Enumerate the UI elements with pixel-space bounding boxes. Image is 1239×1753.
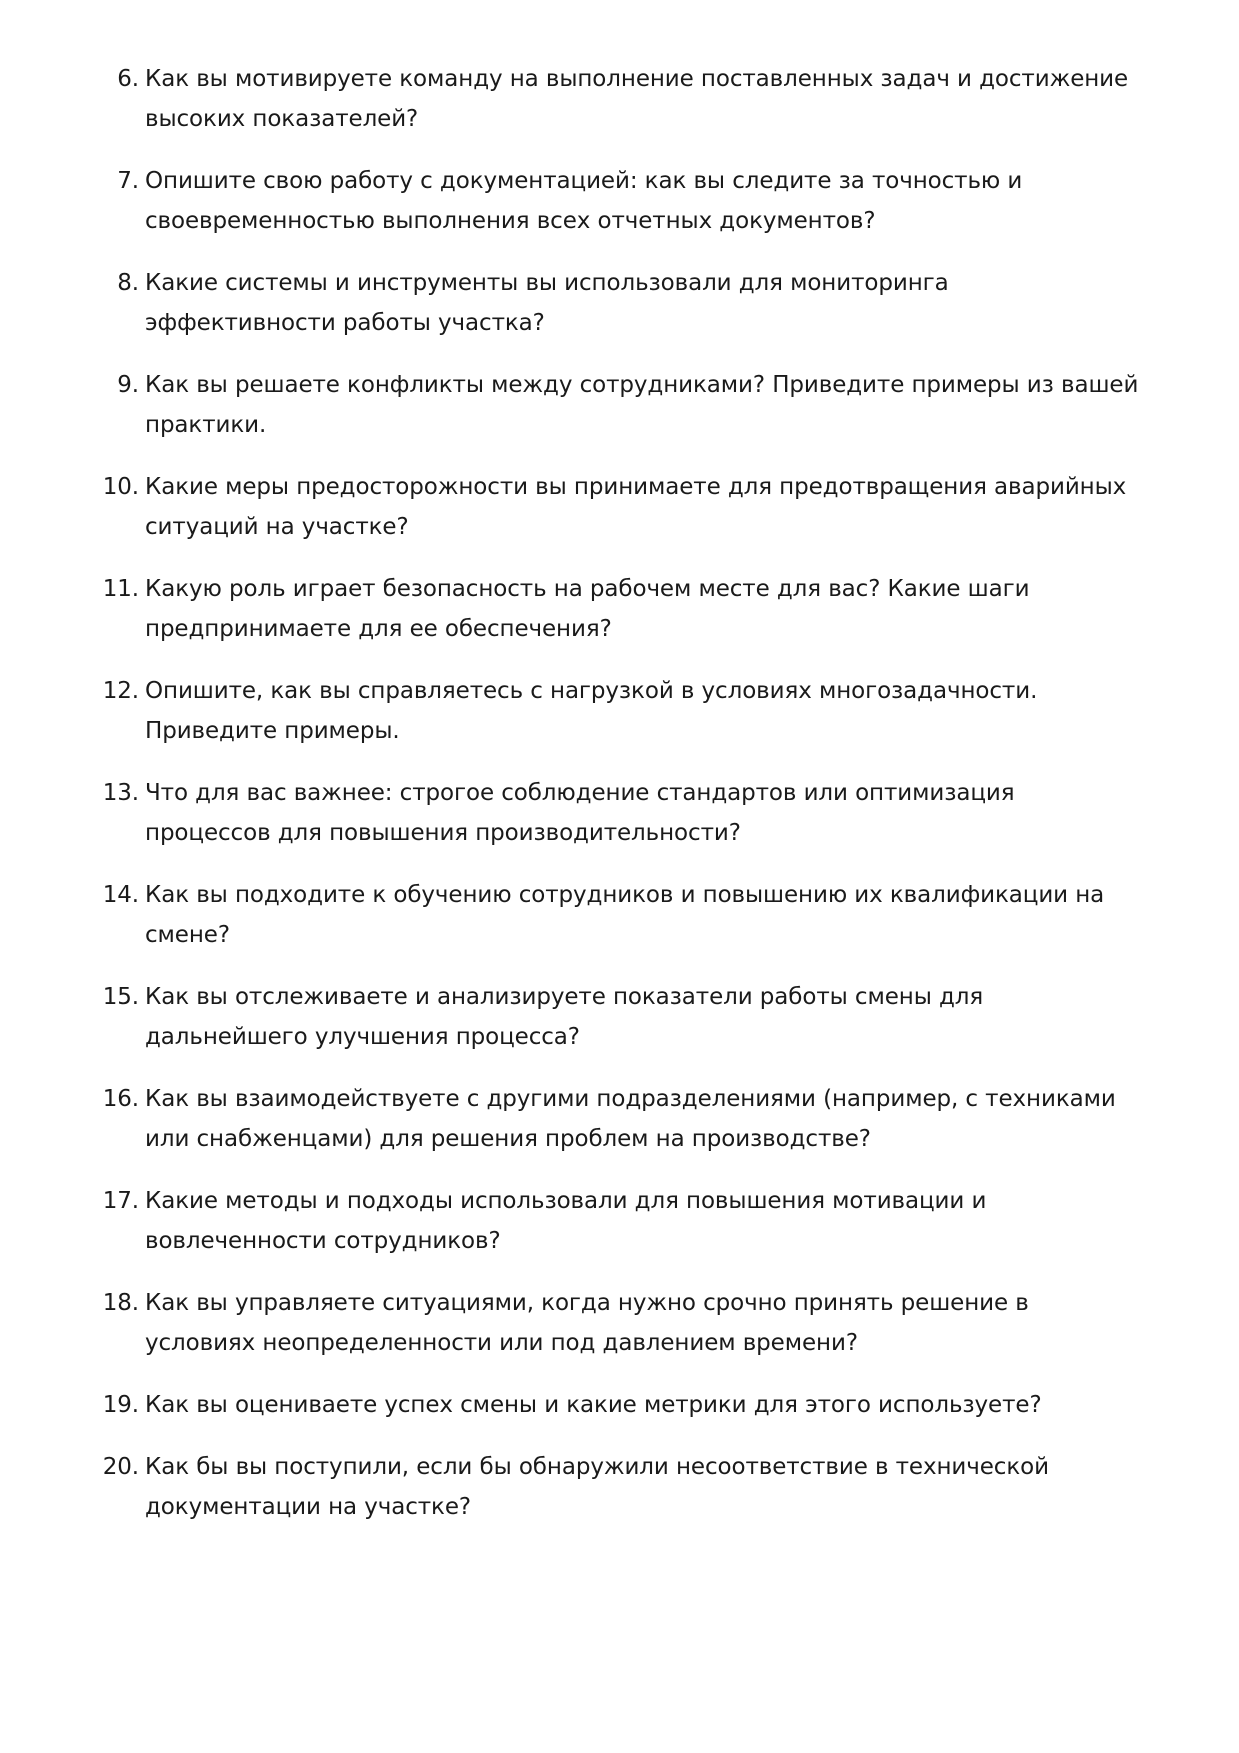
question-number: 18. bbox=[102, 1290, 139, 1316]
question-text: Опишите свою работу с документацией: как вы следите за точностью и своевременностью выполнения всех отчетных документов? bbox=[145, 168, 1023, 234]
question-text: Какую роль играет безопасность на рабочем месте для вас? Какие шаги предпринимаете для ее обеспечения? bbox=[145, 576, 1030, 642]
question-text: Какие методы и подходы использовали для повышения мотивации и вовлеченности сотрудников? bbox=[145, 1188, 987, 1254]
question-number: 8. bbox=[117, 270, 139, 296]
question-number: 10. bbox=[102, 474, 139, 500]
question-number: 12. bbox=[102, 678, 139, 704]
question-text: Опишите, как вы справляетесь с нагрузкой в условиях многозадачности. Приведите примеры. bbox=[145, 678, 1038, 744]
list-item bbox=[0, 1385, 1239, 1425]
list-item bbox=[0, 1181, 1239, 1261]
list-item bbox=[0, 977, 1239, 1057]
question-text: Какие меры предосторожности вы принимаете для предотвращения аварийных ситуаций на участке? bbox=[145, 474, 1127, 540]
list-item bbox=[0, 263, 1239, 343]
question-text: Как бы вы поступили, если бы обнаружили несоответствие в технической документации на участке? bbox=[145, 1454, 1049, 1520]
question-text: Как вы управляете ситуациями, когда нужно срочно принять решение в условиях неопределенности или под давлением времени? bbox=[145, 1290, 1029, 1356]
list-item bbox=[0, 365, 1239, 445]
question-number: 17. bbox=[102, 1188, 139, 1214]
question-number: 14. bbox=[102, 882, 139, 908]
list-item bbox=[0, 875, 1239, 955]
question-list bbox=[0, 59, 1239, 1549]
question-text: Как вы оцениваете успех смены и какие метрики для этого используете? bbox=[145, 1392, 1042, 1418]
list-item bbox=[0, 161, 1239, 241]
list-item bbox=[0, 59, 1239, 139]
question-number: 16. bbox=[102, 1086, 139, 1112]
question-number: 20. bbox=[102, 1454, 139, 1480]
question-text: Как вы решаете конфликты между сотрудниками? Приведите примеры из вашей практики. bbox=[145, 372, 1139, 438]
question-number: 9. bbox=[117, 372, 139, 398]
list-item bbox=[0, 671, 1239, 751]
list-item bbox=[0, 569, 1239, 649]
question-number: 15. bbox=[102, 984, 139, 1010]
question-text: Как вы мотивируете команду на выполнение поставленных задач и достижение высоких показателей? bbox=[145, 66, 1129, 132]
question-number: 19. bbox=[102, 1392, 139, 1418]
question-number: 6. bbox=[117, 66, 139, 92]
question-text: Что для вас важнее: строгое соблюдение стандартов или оптимизация процессов для повышения производительности? bbox=[145, 780, 1015, 846]
list-item bbox=[0, 1283, 1239, 1363]
question-text: Какие системы и инструменты вы использовали для мониторинга эффективности работы участка? bbox=[145, 270, 949, 336]
question-text: Как вы подходите к обучению сотрудников и повышению их квалификации на смене? bbox=[145, 882, 1105, 948]
list-item bbox=[0, 1447, 1239, 1527]
list-item bbox=[0, 1079, 1239, 1159]
list-item bbox=[0, 467, 1239, 547]
question-number: 7. bbox=[117, 168, 139, 194]
question-number: 11. bbox=[102, 576, 139, 602]
question-number: 13. bbox=[102, 780, 139, 806]
question-text: Как вы отслеживаете и анализируете показатели работы смены для дальнейшего улучшения процесса? bbox=[145, 984, 984, 1050]
question-text: Как вы взаимодействуете с другими подразделениями (например, с техниками или снабженцами) для решения проблем на производстве? bbox=[145, 1086, 1116, 1152]
list-item bbox=[0, 773, 1239, 853]
